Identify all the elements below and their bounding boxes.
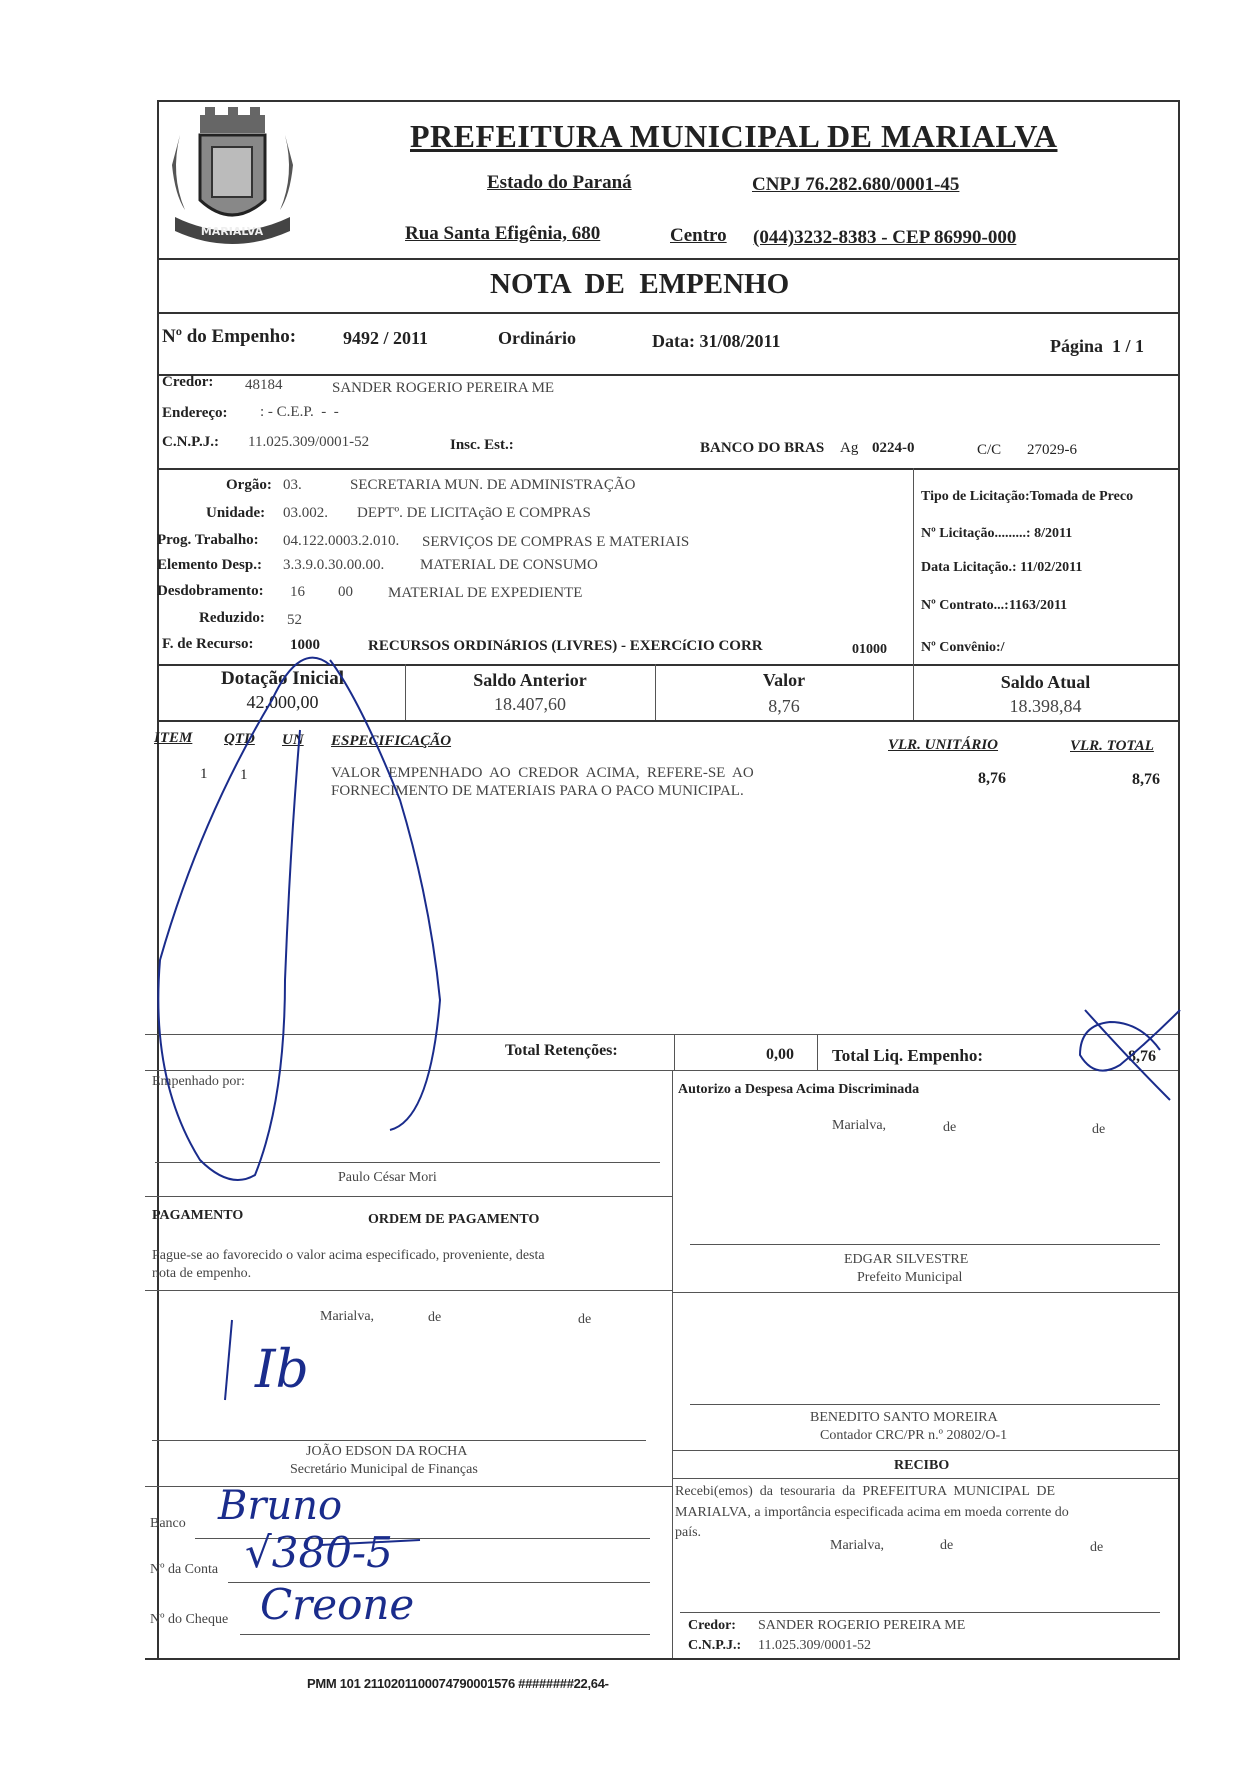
- total-liquido-value: 8,76: [1128, 1048, 1156, 1065]
- recibo-label: RECIBO: [894, 1458, 950, 1473]
- dotacao-label: Dotação Inicial: [221, 668, 344, 689]
- unidade-label: Unidade:: [206, 505, 266, 521]
- empenhado-label: Empenhado por:: [152, 1074, 245, 1089]
- desdobramento-code1: 16: [290, 584, 305, 600]
- pagamento-local: Marialva,: [320, 1309, 375, 1324]
- total-retencoes-value: 0,00: [766, 1046, 794, 1063]
- saldo-atual-label: Saldo Atual: [1000, 672, 1091, 692]
- item-qty: 1: [240, 767, 248, 783]
- desdobramento-code2: 00: [338, 584, 353, 600]
- empenho-label: Nº do Empenho:: [162, 326, 297, 347]
- orgao-label: Orgão:: [226, 477, 272, 493]
- recibo-cnpj-value: 11.025.309/0001-52: [758, 1638, 872, 1653]
- pagamento-text-line1: Pague-se ao favorecido o valor acima especificado, proveniente, desta: [152, 1248, 545, 1263]
- account-number: 27029-6: [1027, 442, 1077, 458]
- col-valor-total: VLR. TOTAL: [1070, 738, 1154, 754]
- autorizo-de1: de: [943, 1120, 957, 1135]
- cheque-label: Nº do Cheque: [150, 1612, 229, 1627]
- total-retencoes-label: Total Retenções:: [505, 1042, 618, 1059]
- desdobramento-name: MATERIAL DE EXPEDIENTE: [388, 585, 583, 601]
- recibo-text-line1: Recebi(emos) da tesouraria da PREFEITURA MUNICIPAL DE: [675, 1484, 1056, 1499]
- prefeito-cargo: Prefeito Municipal: [857, 1270, 963, 1285]
- insc-est-label: Insc. Est.:: [450, 437, 514, 453]
- elemento-code: 3.3.9.0.30.00.00.: [283, 557, 385, 573]
- prog-name: SERVIÇOS DE COMPRAS E MATERIAIS: [422, 534, 690, 550]
- endereco-value: : - C.E.P. - -: [260, 404, 339, 420]
- ordem-pagamento-label: ORDEM DE PAGAMENTO: [368, 1212, 540, 1227]
- col-valor-unitario: VLR. UNITÁRIO: [888, 737, 999, 753]
- municipality-cnpj: CNPJ 76.282.680/0001-45: [752, 174, 960, 195]
- banco-label: Banco: [150, 1516, 186, 1531]
- orgao-code: 03.: [283, 477, 302, 493]
- phone-zip: (044)3232-8383 - CEP 86990-000: [753, 227, 1017, 248]
- state-name: Estado do Paraná: [487, 172, 632, 193]
- item-number: 1: [200, 766, 208, 782]
- cnpj-value: 11.025.309/0001-52: [248, 434, 370, 450]
- credor-code: 48184: [245, 377, 283, 393]
- total-liquido-label: Total Liq. Empenho:: [832, 1046, 983, 1065]
- pagamento-de2: de: [578, 1312, 592, 1327]
- credor-name: SANDER ROGERIO PEREIRA ME: [332, 380, 555, 396]
- autorizo-local: Marialva,: [832, 1118, 887, 1133]
- secretario-cargo: Secretário Municipal de Finanças: [290, 1462, 478, 1477]
- agency-number: 0224-0: [872, 440, 915, 456]
- item-description-line1: VALOR EMPENHADO AO CREDOR ACIMA, REFERE-SE AO: [331, 765, 754, 781]
- reduzido-code: 52: [287, 612, 302, 628]
- recibo-cnpj-label: C.N.P.J.:: [688, 1638, 742, 1653]
- agency-label: Ag: [840, 440, 859, 456]
- contrato-numero: Nº Contrato...:1163/2011: [921, 598, 1068, 613]
- seal-text: MARIALVA: [200, 225, 264, 238]
- orgao-name: SECRETARIA MUN. DE ADMINISTRAÇÃO: [350, 477, 636, 493]
- district: Centro: [670, 225, 727, 246]
- elemento-label: Elemento Desp.:: [157, 557, 262, 573]
- saldo-anterior-value: 18.407,60: [494, 694, 566, 714]
- licitacao-numero: Nº Licitação.........: 8/2011: [921, 526, 1073, 541]
- page-number: Página 1 / 1: [1050, 336, 1145, 356]
- initials-signature: Ib: [255, 1340, 309, 1400]
- elemento-name: MATERIAL DE CONSUMO: [420, 557, 598, 573]
- empenho-date: Data: 31/08/2011: [652, 331, 781, 351]
- empenho-type: Ordinário: [498, 328, 577, 348]
- saldo-anterior-label: Saldo Anterior: [473, 670, 587, 690]
- autorizo-de2: de: [1092, 1122, 1106, 1137]
- contador-cargo: Contador CRC/PR n.º 20802/O-1: [820, 1428, 1008, 1443]
- item-unit-value: 8,76: [978, 770, 1006, 787]
- col-item: ITEM: [154, 730, 193, 746]
- col-un: UN: [282, 732, 304, 748]
- col-qtd: QTD: [224, 731, 255, 747]
- fonte-label: F. de Recurso:: [162, 636, 254, 652]
- saldo-atual-value: 18.398,84: [1009, 696, 1082, 716]
- col-especificacao: ESPECIFICAÇÃO: [331, 733, 452, 749]
- recibo-text-line3: país.: [675, 1525, 702, 1540]
- footer-code: PMM 101 2110201100074790001576 ########22,64-: [307, 1676, 609, 1691]
- endereco-label: Endereço:: [162, 405, 228, 421]
- convenio-numero: Nº Convênio:/: [921, 640, 1005, 655]
- banco-value[interactable]: Bruno: [218, 1483, 343, 1529]
- recibo-credor-name: SANDER ROGERIO PEREIRA ME: [758, 1618, 966, 1633]
- desdobramento-label: Desdobramento:: [157, 583, 264, 599]
- pagamento-de1: de: [428, 1310, 442, 1325]
- empenho-number: 9492 / 2011: [343, 328, 429, 348]
- cheque-value[interactable]: Creone: [260, 1580, 415, 1629]
- autorizo-label: Autorizo a Despesa Acima Discriminada: [678, 1082, 920, 1097]
- contador-nome: BENEDITO SANTO MOREIRA: [810, 1410, 998, 1425]
- prog-code: 04.122.0003.2.010.: [283, 533, 400, 549]
- fonte-number: 01000: [852, 642, 887, 657]
- recibo-de2: de: [1090, 1540, 1104, 1555]
- cnpj-label: C.N.P.J.:: [162, 434, 219, 450]
- secretario-nome: JOÃO EDSON DA ROCHA: [306, 1444, 468, 1459]
- recibo-text-line2: MARIALVA, a importância especificada acima em moeda corrente do: [675, 1505, 1069, 1520]
- unidade-code: 03.002.: [283, 505, 328, 521]
- pagamento-label: PAGAMENTO: [152, 1208, 244, 1223]
- reduzido-label: Reduzido:: [199, 610, 265, 626]
- municipality-title: PREFEITURA MUNICIPAL DE MARIALVA: [410, 118, 1058, 154]
- recibo-de1: de: [940, 1538, 954, 1553]
- pagamento-text-line2: nota de empenho.: [152, 1266, 252, 1281]
- item-total-value: 8,76: [1132, 771, 1160, 788]
- account-label: C/C: [977, 442, 1002, 458]
- valor-label: Valor: [762, 670, 806, 690]
- bank-name: BANCO DO BRAS: [700, 440, 825, 456]
- recibo-credor-label: Credor:: [688, 1618, 736, 1633]
- conta-value[interactable]: √380-5: [245, 1528, 393, 1577]
- dotacao-value: 42.000,00: [246, 692, 319, 712]
- prefeito-nome: EDGAR SILVESTRE: [844, 1252, 969, 1267]
- unidade-name: DEPTº. DE LICITAçãO E COMPRAS: [357, 505, 591, 521]
- conta-label: Nº da Conta: [150, 1562, 219, 1577]
- valor-value: 8,76: [768, 696, 800, 716]
- prog-label: Prog. Trabalho:: [157, 532, 259, 548]
- fonte-code: 1000: [290, 637, 320, 653]
- licitacao-data: Data Licitação.: 11/02/2011: [921, 560, 1083, 575]
- street-address: Rua Santa Efigênia, 680: [405, 223, 601, 244]
- credor-label: Credor:: [162, 374, 214, 390]
- empenhado-nome: Paulo César Mori: [338, 1170, 437, 1185]
- fonte-name: RECURSOS ORDINáRIOS (LIVRES) - EXERCíCIO CORR: [368, 638, 763, 654]
- item-description-line2: FORNECIMENTO DE MATERIAIS PARA O PACO MUNICIPAL.: [331, 783, 744, 799]
- recibo-local: Marialva,: [830, 1538, 885, 1553]
- document-title: NOTA DE EMPENHO: [490, 268, 790, 300]
- licitacao-tipo: Tipo de Licitação:Tomada de Preco: [921, 489, 1134, 504]
